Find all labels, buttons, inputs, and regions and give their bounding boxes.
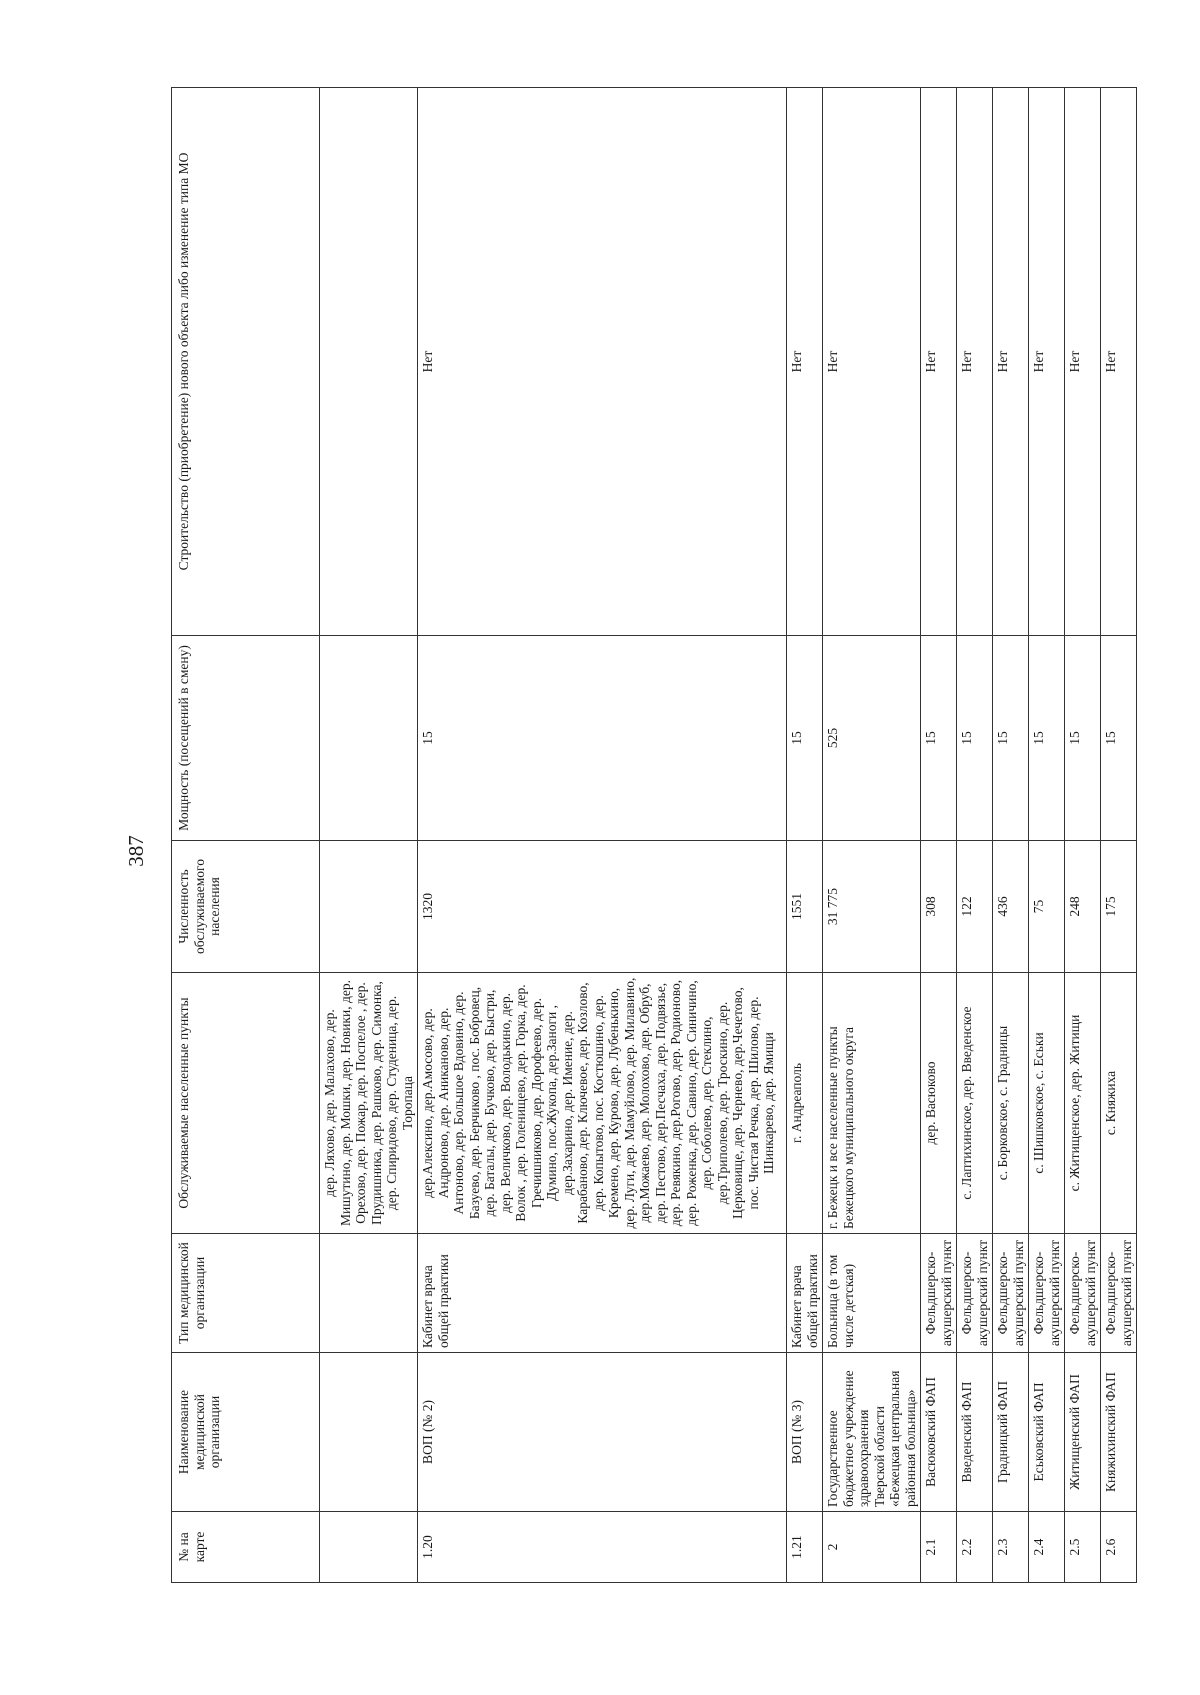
cell-name: Введенский ФАП	[957, 1353, 993, 1512]
cell-capacity: 15	[1101, 636, 1137, 841]
cell-construction: Нет	[921, 88, 957, 636]
header-population: Численность обслуживаемого населения	[172, 841, 320, 973]
cell-population: 75	[1029, 841, 1065, 973]
cell-capacity: 15	[993, 636, 1029, 841]
cell-construction: Нет	[418, 88, 787, 636]
cell-name: Васюковский ФАП	[921, 1353, 957, 1512]
page-number: 387	[124, 835, 148, 867]
cell-num: 2.6	[1101, 1512, 1137, 1583]
cell-name: ВОП (№ 2)	[418, 1353, 787, 1512]
cell-capacity: 15	[1029, 636, 1065, 841]
header-map-number: № на карте	[172, 1512, 320, 1583]
cell-type: Фельдшерско-акушерский пункт	[1065, 1234, 1101, 1353]
cell-population: 1551	[787, 841, 823, 973]
cell-num: 2.1	[921, 1512, 957, 1583]
table-row	[1065, 88, 1101, 1583]
table-row	[320, 88, 418, 1583]
table-row	[957, 88, 993, 1583]
cell-type: Фельдшерско-акушерский пункт	[993, 1234, 1029, 1353]
header-capacity: Мощность (посещений в смену)	[172, 636, 320, 841]
cell-name: Государственное бюджетное учреждение здравоохранения Тверской области «Бежецкая центральная районная больница»	[823, 1353, 921, 1512]
cell-name: Житищенский ФАП	[1065, 1353, 1101, 1512]
cell-population: 175	[1101, 841, 1137, 973]
cell-construction: Нет	[1029, 88, 1065, 636]
cell-type: Фельдшерско-акушерский пункт	[921, 1234, 957, 1353]
cell-num: 1.21	[787, 1512, 823, 1583]
table-row	[418, 88, 787, 1583]
cell-type: Кабинет врача общей практики	[787, 1234, 823, 1353]
cell-settlements: с. Княжиха	[1101, 973, 1137, 1234]
table-row	[1029, 88, 1065, 1583]
cell-type: Фельдшерско-акушерский пункт	[1029, 1234, 1065, 1353]
table-row	[993, 88, 1029, 1583]
header-organization-type: Тип медицинской организации	[172, 1234, 320, 1353]
cell-construction: Нет	[1101, 88, 1137, 636]
cell-construction	[320, 88, 418, 636]
cell-num: 2.2	[957, 1512, 993, 1583]
cell-construction: Нет	[823, 88, 921, 636]
cell-settlements: дер.Алексино, дер.Амосово, дер. Андроново, дер. Аниканово, дер. Антоново, дер. Большое Вдовино, дер. Базуево, дер. Берчиково , пос. Бобровец, дер. Баталы, дер. Бучково, дер. Быстри, дер. Величково, дер. Володькино, дер. Волок , дер. Голенищево, дер. Горка, дер. Гречишниково, дер. Дорофеево, дер. Думино, пос.Жукопа, дер.Заноги , дер.Захарино, дер. Имение, дер. Карабаново, дер. Ключевое, дер. Козлово, дер. Копытово, пос. Костюшино, дер. Кремено, дер. Курово, дер. Лубенькино, дер. Луги, дер. Мамуйлово, дер. Милавино, дер.Можаево, дер. Молохово, дер. Обруб, дер. Пестово, дер.Песчаха, дер. Подвязье, дер. Ревякино, дер.Рогово, дер. Родионово, дер. Роженка, дер. Савино, дер. Синичино, дер. Соболево, дер. Стеклино, дер.Триполево, дер. Троскино, дер. Церковище, дер. Чернево, дер.Чечетово, пос. Чистая Речка, дер. Шилово, дер. Шинкарево, дер. Ямищи	[418, 973, 787, 1234]
cell-settlements: г. Андреаполь	[787, 973, 823, 1234]
table-row	[823, 88, 921, 1583]
header-settlements: Обслуживаемые населенные пункты	[172, 973, 320, 1234]
cell-num: 2.5	[1065, 1512, 1101, 1583]
cell-settlements: дер. Васюково	[921, 973, 957, 1234]
cell-capacity: 15	[921, 636, 957, 841]
rotated-table-container	[171, 88, 1134, 1583]
cell-num: 2	[823, 1512, 921, 1583]
cell-num: 2.4	[1029, 1512, 1065, 1583]
table-row	[1101, 88, 1137, 1583]
cell-type: Фельдшерско-акушерский пункт	[957, 1234, 993, 1353]
table-row	[787, 88, 823, 1583]
cell-population: 248	[1065, 841, 1101, 973]
cell-settlements: с. Лаптихинское, дер. Введенское	[957, 973, 993, 1234]
cell-capacity: 15	[957, 636, 993, 841]
cell-population: 308	[921, 841, 957, 973]
cell-type: Фельдшерско-акушерский пункт	[1101, 1234, 1137, 1353]
cell-name: Градницкий ФАП	[993, 1353, 1029, 1512]
cell-num	[320, 1512, 418, 1583]
cell-capacity: 15	[418, 636, 787, 841]
facilities-table	[171, 87, 1137, 1583]
cell-construction: Нет	[787, 88, 823, 636]
cell-name	[320, 1353, 418, 1512]
cell-name: Княжихинский ФАП	[1101, 1353, 1137, 1512]
cell-settlements: дер. Ляхово, дер. Малахово, дер. Мишутино, дер. Мошки, дер. Новики, дер. Орехово, дер. Пожар, дер. Поспелое , дер. Прудишника, дер. Рашково, дер. Симонка, дер. Спиридово, дер. Студеница, дер. Торопаца	[320, 973, 418, 1234]
cell-capacity: 15	[787, 636, 823, 841]
cell-num: 1.20	[418, 1512, 787, 1583]
cell-construction: Нет	[1065, 88, 1101, 636]
cell-population: 436	[993, 841, 1029, 973]
cell-capacity: 525	[823, 636, 921, 841]
cell-population: 122	[957, 841, 993, 973]
cell-type	[320, 1234, 418, 1353]
cell-settlements: г. Бежецк и все населенные пункты Бежецкого муниципального округа	[823, 973, 921, 1234]
cell-population: 31 775	[823, 841, 921, 973]
cell-num: 2.3	[993, 1512, 1029, 1583]
cell-construction: Нет	[993, 88, 1029, 636]
cell-population: 1320	[418, 841, 787, 973]
header-construction: Строительство (приобретение) нового объекта либо изменение типа МО	[172, 88, 320, 636]
cell-type: Кабинет врача общей практики	[418, 1234, 787, 1353]
cell-name: Еськовский ФАП	[1029, 1353, 1065, 1512]
cell-construction: Нет	[957, 88, 993, 636]
cell-settlements: с. Житищенское, дер. Житищи	[1065, 973, 1101, 1234]
cell-population	[320, 841, 418, 973]
header-organization-name: Наименование медицинской организации	[172, 1353, 320, 1512]
cell-settlements: с. Борковское, с. Градницы	[993, 973, 1029, 1234]
cell-type: Больница (в том числе детская)	[823, 1234, 921, 1353]
table-header-row	[172, 88, 320, 1583]
cell-capacity: 15	[1065, 636, 1101, 841]
table-row	[921, 88, 957, 1583]
cell-settlements: с. Шишковское, с. Еськи	[1029, 973, 1065, 1234]
cell-name: ВОП (№ 3)	[787, 1353, 823, 1512]
cell-capacity	[320, 636, 418, 841]
